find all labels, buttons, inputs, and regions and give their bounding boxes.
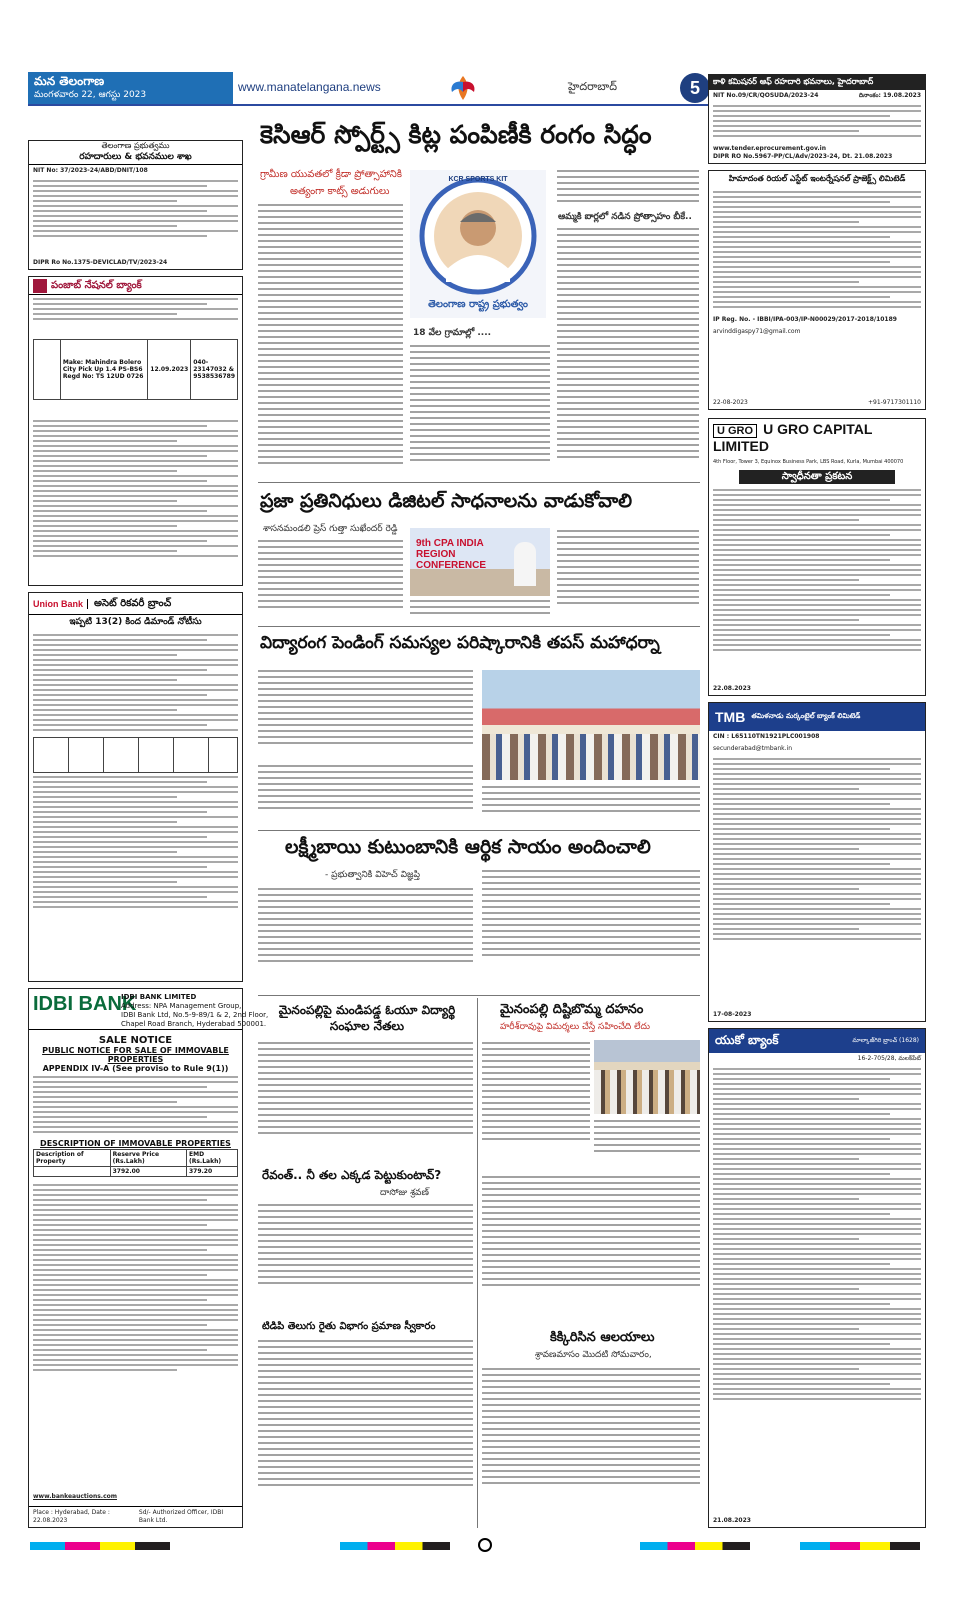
rb-tender-number: NIT No: 37/2023-24/ABD/DNIT/108 <box>33 167 148 174</box>
story6-byline: శ్రావణమాసం మొదటి సోమవారం, <box>535 1350 652 1360</box>
uco-body-text <box>709 1065 925 1406</box>
story6-headline: మైనంపల్లి దిష్టిబొమ్మ దహనం <box>500 1002 644 1017</box>
pnb-vehicle: Make: Mahindra Bolero City Pick Up 1.4 PS-BS6 <box>62 359 143 373</box>
idbi-address-line3: IDBI Bank Ltd, No.5-9-89/1 & 2, 2nd Floor, <box>121 1011 269 1019</box>
rb-dipr: DIPR Ro No.1375-DEVICLAD/TV/2023-24 <box>33 259 168 266</box>
union-bank-title: అసెట్ రికవరీ బ్రాంచ్ <box>94 597 172 609</box>
tmb-body-text <box>709 755 925 946</box>
himadanta-phone: +91-9717301110 <box>867 399 921 406</box>
color-bar-center <box>340 1542 450 1550</box>
ugro-date: 22.08.2023 <box>713 685 751 692</box>
himadanta-email[interactable]: arvinddigaspy71@gmail.com <box>713 328 801 335</box>
idbi-appendix: APPENDIX IV-A (See proviso to Rule 9(1)) <box>42 1064 229 1073</box>
ugro-title: U GRO CAPITAL LIMITED <box>713 421 873 454</box>
website-link[interactable]: www.manatelangana.news <box>238 80 381 94</box>
pnb-auction-date: 12.09.2023 <box>148 340 191 400</box>
story5-body-1 <box>258 1042 473 1162</box>
right-tender-title: కాళి కమిషనర్ ఆఫ్ రహదారి భవనాలు, హైదరాబాద్ <box>709 75 925 90</box>
ugro-body-text <box>709 486 925 657</box>
color-bar-left <box>30 1542 170 1550</box>
story2-speaker-figure <box>514 542 536 586</box>
himadanta-title: హిమాదంత రియల్ ఎస్టేట్ ఇంటర్నేషనల్ ప్రాజెక్ట్స్ లిమిటెడ్ <box>728 174 906 183</box>
idbi-intro-text <box>29 1073 242 1139</box>
tmb-name: తమిళనాడు మర్కంటైల్ బ్యాంక్ లిమిటెడ్ <box>751 712 861 720</box>
tmb-cin: CIN : L65110TN1921PLC001908 <box>713 733 820 740</box>
tmb-email[interactable]: secunderabad@tmbank.in <box>713 745 792 752</box>
story4-headline: లక్ష్మీబాయి కుటుంబానికి ఆర్థిక సాయం అందించాలి <box>285 836 651 858</box>
union-bank-ad <box>28 592 243 982</box>
rb-tender-ad <box>28 140 243 270</box>
idbi-place-date: Place : Hyderabad, Date : 22.08.2023 <box>33 1509 110 1524</box>
story2-body-col1 <box>258 540 403 620</box>
pnb-name: పంజాబ్ నేషనల్ బ్యాంక్ <box>51 279 142 291</box>
story6-photo <box>594 1040 700 1114</box>
story6-body-1 <box>482 1042 590 1172</box>
story4-body-col2 <box>482 870 700 990</box>
story3-body-col1 <box>258 670 473 760</box>
himadanta-ad <box>708 170 926 410</box>
ugro-capital-ad <box>708 418 926 696</box>
lead-photo <box>410 170 546 318</box>
lead-body-col2 <box>410 345 550 475</box>
registration-mark-icon <box>478 1538 492 1552</box>
idbi-sale-notice-ad <box>28 988 269 1528</box>
issue-date: మంగళవారం 22, ఆగస్టు 2023 <box>34 90 147 100</box>
union-amount-table <box>33 737 238 773</box>
story6-body-4 <box>482 1368 700 1528</box>
divider-vertical <box>477 998 478 1528</box>
pnb-property-table <box>33 339 238 400</box>
lead-side-head-2: ఆమ్మకి ఐార్లలో నడిన ప్రోత్సాహం బీకే.. <box>558 212 692 222</box>
story3-headline: విద్యారంగ పెండింగ్ సమస్యల పరిష్కారానికి తపస్ మహాధర్నా <box>260 633 660 653</box>
rb-body-text <box>29 177 242 243</box>
idbi-col-desc: Description of Property <box>34 1150 111 1167</box>
pnb-phone: 040-23147032 & 9538536789 <box>191 340 238 400</box>
himadanta-body-text <box>709 188 925 314</box>
idbi-divider <box>29 1029 242 1030</box>
uco-bank-ad <box>708 1028 926 1528</box>
story3-body-col2 <box>258 765 473 825</box>
story4-body-col1 <box>258 888 473 988</box>
story2-photo <box>410 528 550 596</box>
idbi-description-head: DESCRIPTION OF IMMOVABLE PROPERTIES <box>40 1139 231 1148</box>
right-tender-website[interactable]: www.tender.eprocurement.gov.in <box>713 145 826 152</box>
tmb-bank-ad <box>708 702 926 1022</box>
story2-headline: ప్రజా ప్రతినిధులు డిజిటల్ సాధనాలను వాడుకోవాలి <box>260 490 633 512</box>
right-tender-date: దినాంకం: 19.08.2023 <box>858 92 921 99</box>
idbi-address-line2: Address: NPA Management Group, <box>121 1002 242 1010</box>
masthead-brand <box>28 72 233 104</box>
uco-address: 16-2-705/28, మలక్‌పేట్ <box>857 1055 921 1062</box>
tmb-logo: TMB <box>715 709 746 725</box>
uco-header <box>709 1029 925 1053</box>
story2-byline: శాసనమండలి ప్రెస్ గుత్తా సుఖేందర్ రెడ్డి <box>263 524 398 534</box>
story6-subhead-2: కిక్కిరిసిన ఆలయాలు <box>550 1330 655 1345</box>
idbi-emd-amount: 379.20 <box>187 1167 238 1177</box>
idbi-logo: IDBI BANK <box>33 993 137 1015</box>
divider-2 <box>258 626 700 627</box>
tmb-header <box>709 703 925 731</box>
ugro-header <box>709 419 925 456</box>
himadanta-ibbi: IP Reg. No. - IBBI/IPA-003/IP-N00029/2017-2018/10189 <box>713 316 897 323</box>
paper-name: మన తెలంగాణ <box>34 74 105 88</box>
page-number: 5 <box>680 73 710 103</box>
story5-subhead: రేవంత్.. నీ తల ఎక్కడ పెట్టుకుంటావ్? <box>262 1168 442 1182</box>
right-tender-nit: NIT No.09/CR/QOSUDA/2023-24 <box>713 92 819 99</box>
union-body-text <box>29 631 242 737</box>
idbi-public-notice: PUBLIC NOTICE FOR SALE OF IMMOVABLE PROPERTIES <box>42 1046 229 1064</box>
pnb-intro-text <box>29 295 242 326</box>
idbi-address <box>121 993 271 1029</box>
divider-3 <box>258 830 700 831</box>
story6-crowd <box>594 1070 700 1114</box>
uco-branch: మాల్కాజ్‌గిరి బ్రాంచ్ (1628) <box>852 1037 919 1044</box>
color-bar-right <box>640 1542 750 1550</box>
story2-photo-caption <box>410 600 550 620</box>
story2-banner: 9th CPA INDIA REGION CONFERENCE <box>416 538 487 571</box>
ugro-notice-title: స్వాధీనతా ప్రకటన <box>739 470 895 484</box>
pnb-regd: Regd No: TS 12UD 0726 <box>62 373 144 380</box>
lead-photo-caption: తెలంగాణ రాష్ట్ర ప్రభుత్వం <box>428 299 528 310</box>
lead-body-col1 <box>258 204 403 474</box>
union-terms-text <box>29 773 242 914</box>
story3-crowd <box>482 734 700 780</box>
ugro-address: 4th Floor, Tower 3, Equinox Business Park, LBS Road, Kurla, Mumbai 400070 <box>713 459 904 465</box>
pnb-logo-icon <box>33 279 47 293</box>
lead-body-col4 <box>557 228 699 473</box>
idbi-reserve-price: 3792.00 <box>110 1167 186 1177</box>
divider-1 <box>258 482 700 483</box>
lead-side-head-1: 18 వేల గ్రామాల్లో .... <box>413 328 492 338</box>
ugro-logo: U GRO <box>713 424 757 438</box>
uco-date: 21.08.2023 <box>713 1517 751 1524</box>
city-label: హైదరాబాద్ <box>568 80 617 93</box>
rb-govt-header: తెలంగాణ ప్రభుత్వము <box>101 141 170 150</box>
himadanta-date: 22-08-2023 <box>713 399 748 406</box>
story3-photo <box>482 670 700 780</box>
story5-body-3 <box>258 1340 473 1530</box>
idbi-website[interactable]: www.bankeauctions.com <box>33 1493 118 1500</box>
lead-subhead-2: అత్యంగా కాట్స్ అడుగులు <box>290 186 390 197</box>
color-bar-far-right <box>800 1542 920 1550</box>
lead-subhead-1: గ్రామీణ యువతలో క్రీడా ప్రోత్సాహానికి <box>260 169 402 180</box>
idbi-col-reserve: Reserve Price (Rs.Lakh) <box>110 1150 186 1167</box>
idbi-survey-text <box>29 1181 242 1377</box>
story5-byline: దాసోజు శ్రవణ్ <box>380 1188 429 1198</box>
right-tender-text <box>709 102 925 143</box>
story3-body-col3 <box>482 786 700 826</box>
story6-subhead: హరీశ్‌రావుపై విమర్శలు చేస్తే సహించేది లేదు <box>500 1022 650 1032</box>
idbi-property-table <box>33 1149 238 1177</box>
story6-body-2 <box>594 1120 700 1170</box>
tmb-date: 17-08-2023 <box>713 1011 752 1018</box>
right-tender-ad <box>708 74 926 164</box>
pnb-terms-text <box>29 417 242 563</box>
story6-body-3 <box>482 1176 700 1326</box>
idbi-signature: Sd/- Authorized Officer, IDBI Bank Ltd. <box>138 1509 224 1524</box>
bird-logo-icon <box>446 72 480 104</box>
story2-body-col3 <box>557 530 699 620</box>
lead-body-col3 <box>557 170 699 210</box>
lead-headline: కెసిఆర్ స్పోర్ట్స్ కిట్ల పంపిణీకి రంగం సిద్ధం <box>260 120 652 149</box>
story5-subhead-2: టిడిపి తెలుగు రైతు విభాగం ప్రమాణ స్వీకారం <box>262 1321 436 1332</box>
union-notice-title: ఇప్పటి 13(2) కింద డిమాండ్ నోటీసు <box>69 617 202 627</box>
rb-dept-title: రహదారులు & భవనముల శాఖ <box>29 152 242 165</box>
pnb-auction-ad <box>28 276 243 586</box>
idbi-address-line4: Chapel Road Branch, Hyderabad 500001. <box>121 1020 267 1028</box>
idbi-sale-title: SALE NOTICE <box>98 1035 173 1046</box>
story4-byline: - ప్రభుత్వానికి విహెచ్ విజ్ఞప్తి <box>325 870 420 880</box>
story5-body-2 <box>258 1204 473 1314</box>
right-tender-dipr: DIPR RO No.5967-PP/CL/Adv/2023-24, Dt. 21.08.2023 <box>713 153 893 160</box>
lead-photo-logo-text: KCR SPORTS KIT <box>448 176 508 183</box>
idbi-col-emd: EMD (Rs.Lakh) <box>187 1150 238 1167</box>
idbi-address-line1: IDBI BANK LIMITED <box>121 993 197 1001</box>
divider-4 <box>258 995 700 996</box>
story5-headline: మైనంపల్లిపై మండిపడ్డ ఓయూ విద్యార్థి సంఘాల నేతలు <box>278 1003 456 1033</box>
union-bank-logo: Union Bank <box>29 599 88 609</box>
uco-name: యుకో బ్యాంక్ <box>715 1032 779 1047</box>
masthead <box>28 72 718 106</box>
